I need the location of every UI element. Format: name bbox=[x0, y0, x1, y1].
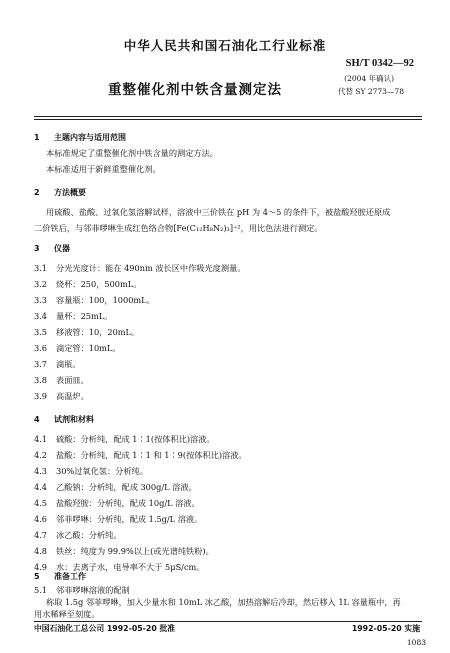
item-text: 表面皿。 bbox=[56, 375, 89, 385]
approval-note: 中国石油化工总公司 1992-05-20 批准 bbox=[34, 624, 176, 633]
section-number: 4 bbox=[34, 415, 40, 424]
item-number: 3.7 bbox=[34, 359, 48, 369]
item-number: 4.9 bbox=[34, 562, 48, 572]
item-number: 3.1 bbox=[34, 263, 48, 273]
list-item bbox=[34, 359, 81, 370]
footer-rule bbox=[34, 621, 422, 622]
list-item bbox=[34, 343, 121, 354]
replaces-note: 代替 SY 2773—78 bbox=[338, 87, 404, 96]
section-2-paragraph-line: 二价铁后，与邻菲啰啉生成红色络合物[Fe(C₁₂H₈N₂)₃]⁺²，用比色法进行测定。 bbox=[34, 223, 323, 233]
list-item bbox=[34, 498, 200, 509]
section-title: 仪器 bbox=[54, 244, 70, 253]
item-text: 容量瓶：100，1000mL。 bbox=[56, 295, 155, 305]
item-text: 高温炉。 bbox=[56, 391, 89, 401]
list-item bbox=[34, 514, 202, 525]
list-item bbox=[34, 434, 215, 445]
item-text: 30%过氧化氢：分析纯。 bbox=[56, 466, 148, 476]
section-title: 准备工作 bbox=[54, 572, 86, 581]
item-number: 3.3 bbox=[34, 295, 48, 305]
item-number: 3.9 bbox=[34, 391, 48, 401]
section-3-heading bbox=[34, 243, 70, 254]
item-number: 4.7 bbox=[34, 530, 48, 540]
item-number: 4.5 bbox=[34, 498, 48, 508]
list-item bbox=[34, 546, 214, 557]
list-item bbox=[34, 327, 139, 338]
item-text: 移液管：10，20mL。 bbox=[56, 327, 140, 337]
item-number: 5.1 bbox=[34, 585, 48, 595]
item-text: 滴定管：10mL。 bbox=[56, 343, 121, 353]
section-5-paragraph-line: 称取 1.5g 邻菲啰啉，加入少量水和 10mL 冰乙酸，加热溶解后冷却，然后移入 1L 容量瓶中，再 bbox=[46, 597, 401, 607]
section-title: 方法概要 bbox=[54, 188, 86, 197]
item-text: 量杯：25mL。 bbox=[56, 311, 113, 321]
item-text: 邻菲啰啉：分析纯，配成 1.5g/L 溶液。 bbox=[56, 514, 203, 524]
item-text: 冰乙酸：分析纯。 bbox=[56, 530, 122, 540]
list-item bbox=[34, 263, 245, 274]
section-number: 3 bbox=[34, 244, 40, 253]
section-number: 1 bbox=[34, 133, 40, 142]
standard-heading: 中华人民共和国石油化工行业标准 bbox=[123, 38, 327, 53]
item-number: 3.2 bbox=[34, 279, 48, 289]
item-text: 铁丝：纯度为 99.9%以上(或光谱纯铁粉)。 bbox=[56, 546, 214, 556]
item-text: 分光光度计：能在 490nm 波长区中作吸光度测量。 bbox=[56, 263, 246, 273]
item-text: 盐酸：分析纯，配成 1∶1 和 1∶9(按体积比)溶液。 bbox=[56, 450, 247, 460]
item-number: 4.3 bbox=[34, 466, 48, 476]
document-title: 重整催化剂中铁含量测定法 bbox=[108, 82, 282, 98]
item-text: 滴瓶。 bbox=[56, 359, 81, 369]
item-number: 4.4 bbox=[34, 482, 48, 492]
section-2-paragraph-line: 用硫酸、盐酸、过氧化氢溶解试样，溶液中三价铁在 pH 为 4～5 的条件下，被盐酸羟胺还原成 bbox=[46, 207, 391, 217]
item-number: 3.6 bbox=[34, 343, 48, 353]
section-5-paragraph-line: 用水稀释至刻度。 bbox=[34, 609, 100, 619]
list-item bbox=[34, 450, 247, 461]
list-item bbox=[34, 482, 197, 493]
section-4-heading bbox=[34, 414, 94, 425]
item-text: 烧杯：250，500mL。 bbox=[56, 279, 142, 289]
section-title: 主题内容与适用范围 bbox=[54, 133, 126, 142]
item-number: 3.8 bbox=[34, 375, 48, 385]
confirmation-note: (2004 年确认) bbox=[344, 74, 394, 83]
item-text: 水：去离子水，电导率不大于 5μS/cm。 bbox=[56, 562, 205, 572]
implementation-note: 1992-05-20 实施 bbox=[351, 624, 420, 633]
section-5-heading bbox=[34, 571, 86, 582]
list-item bbox=[34, 466, 148, 477]
subsection-5-1 bbox=[34, 585, 130, 596]
section-2-heading bbox=[34, 187, 86, 198]
section-1-paragraph: 本标准适用于新鲜重整催化剂。 bbox=[46, 164, 161, 174]
header-rule-second bbox=[34, 119, 422, 120]
section-number: 5 bbox=[34, 572, 40, 581]
item-number: 4.8 bbox=[34, 546, 48, 556]
item-number: 4.6 bbox=[34, 514, 48, 524]
list-item bbox=[34, 375, 89, 386]
header-rule bbox=[34, 116, 422, 117]
section-1-heading bbox=[34, 132, 126, 143]
list-item bbox=[34, 530, 122, 541]
item-number: 3.4 bbox=[34, 311, 48, 321]
standard-code: SH/T 0342—92 bbox=[345, 58, 414, 69]
page-number: 1083 bbox=[406, 638, 426, 647]
list-item bbox=[34, 311, 112, 322]
item-text: 盐酸羟胺：分析纯，配成 10g/L 溶液。 bbox=[56, 498, 200, 508]
item-text: 乙酸钠：分析纯，配成 300g/L 溶液。 bbox=[56, 482, 197, 492]
section-1-paragraph: 本标准规定了重整催化剂中铁含量的测定方法。 bbox=[46, 148, 218, 158]
item-number: 3.5 bbox=[34, 327, 48, 337]
item-text: 硫酸：分析纯，配成 1∶1(按体积比)溶液。 bbox=[56, 434, 215, 444]
item-text: 邻菲啰啉溶液的配制 bbox=[56, 585, 130, 595]
section-title: 试剂和材料 bbox=[54, 415, 94, 424]
list-item bbox=[34, 391, 89, 402]
list-item bbox=[34, 279, 141, 290]
item-number: 4.2 bbox=[34, 450, 48, 460]
section-number: 2 bbox=[34, 188, 40, 197]
list-item bbox=[34, 295, 155, 306]
item-number: 4.1 bbox=[34, 434, 48, 444]
